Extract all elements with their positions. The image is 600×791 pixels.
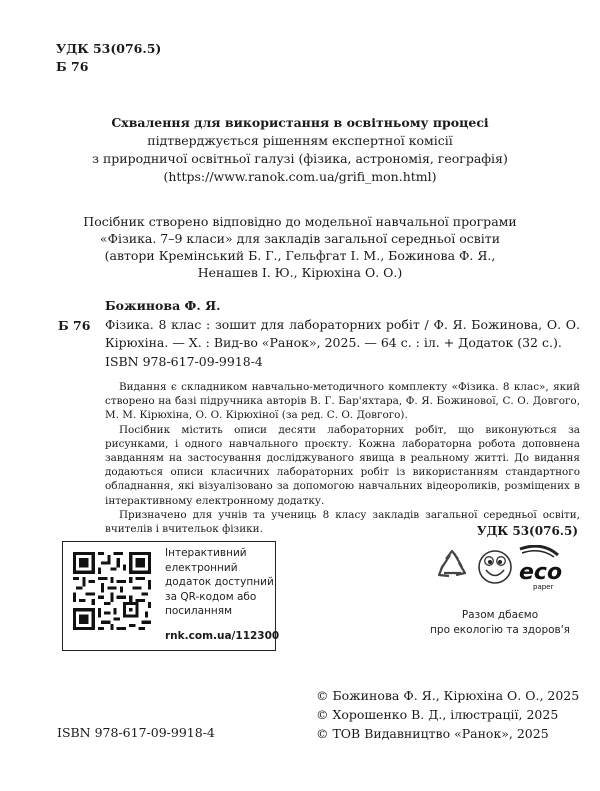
smile-icon (479, 551, 511, 583)
udk-code: УДК 53(076.5) (56, 41, 162, 56)
copyright-line: © Хорошенко В. Д., ілюстрації, 2025 (316, 707, 559, 722)
eco-logos (432, 545, 582, 605)
qr-text-line: Інтерактивний (165, 547, 247, 559)
udk-right: УДК 53(076.5) (476, 524, 578, 538)
eco-slogan (400, 608, 600, 638)
qr-text-line: додаток доступний (165, 576, 274, 589)
programme-line: Посібник створено відповідно до модельної навчальної програми (83, 214, 517, 229)
eco-slogan-line: Разом дбаємо (461, 609, 539, 621)
qr-description (165, 546, 274, 619)
qr-text-line: електронний (165, 561, 238, 574)
bib-description: Фізика. 8 клас : зошит для лабораторних робіт / Ф. Я. Божинова, О. О. Кірюхіна. — Х. : Вид-во «Ранок», 2025. — 64 с. : іл. + Додаток (32 с.). (105, 317, 580, 350)
eco-logo-sub: paper (533, 583, 554, 591)
approval-block (0, 114, 600, 186)
recycle-icon (439, 551, 465, 576)
programme-line: Ненашев І. Ю., Кірюхіна О. О.) (197, 265, 403, 280)
udk-block (56, 40, 161, 76)
bbk-code: Б 76 (56, 59, 89, 74)
programme-line: (автори Кремінський Б. Г., Гельфгат І. М., Божинова Ф. Я., (104, 248, 496, 263)
bib-isbn: ISBN 978-617-09-9918-4 (105, 354, 263, 369)
qr-code-icon[interactable] (73, 552, 151, 630)
approval-url: (https://www.ranok.com.ua/grifi_mon.html) (163, 169, 437, 184)
qr-text-line: за QR-кодом або (165, 590, 257, 603)
approval-title: Схвалення для використання в освітньому процесі (111, 115, 489, 130)
annotation (105, 380, 580, 536)
approval-line: підтверджується рішенням експертної комісії (147, 133, 453, 148)
eco-slogan-line: про екологію та здоров'я (430, 624, 570, 636)
bib-author: Божинова Ф. Я. (105, 298, 221, 313)
copyright-block (316, 686, 579, 743)
programme-block (0, 213, 600, 281)
eco-logo-word: eco (519, 560, 563, 585)
qr-text-line: посиланням (165, 605, 232, 618)
annotation-paragraph: Посібник містить описи десяти лабораторних робіт, що виконуються за рисунками, і одного навчального проєкту. Кожна лабораторна робота доповнена завданням на застосування досліджуваного явища в реальному житті. До видання додаються описи класичних лабораторних робіт із використанням стандартного обладнання, які візуалізовано за допомогою навчальних відеороликів, розміщених в інтерактивному електронному додатку. (105, 423, 580, 507)
bib-code: Б 76 (58, 318, 91, 333)
eco-paper-logo (519, 546, 562, 591)
qr-box (62, 541, 280, 651)
annotation-paragraph: Видання є складником навчально-методичного комплекту «Фізика. 8 клас», який створено на базі підручника авторів В. Г. Бар'яхтара, Ф. Я. Божинової, С. О. Довгого, М. М. Кірюхіна, О. О. Кірюхіної (за ред. С. О. Довгого). (105, 381, 580, 422)
approval-line: з природничої освітньої галузі (фізика, астрономія, географія) (92, 151, 508, 166)
qr-link[interactable]: rnk.com.ua/112300 (165, 630, 280, 642)
isbn-bottom: ISBN 978-617-09-9918-4 (57, 725, 215, 740)
programme-line: «Фізика. 7–9 класи» для закладів загальної середньої освіти (99, 231, 501, 246)
annotation-paragraph: Призначено для учнів та учениць 8 класу закладів загальної середньої освіти, вчителів і вчительок фізики. (105, 508, 580, 536)
copyright-line: © ТОВ Видавництво «Ранок», 2025 (316, 726, 549, 741)
copyright-line: © Божинова Ф. Я., Кірюхіна О. О., 2025 (316, 688, 580, 703)
